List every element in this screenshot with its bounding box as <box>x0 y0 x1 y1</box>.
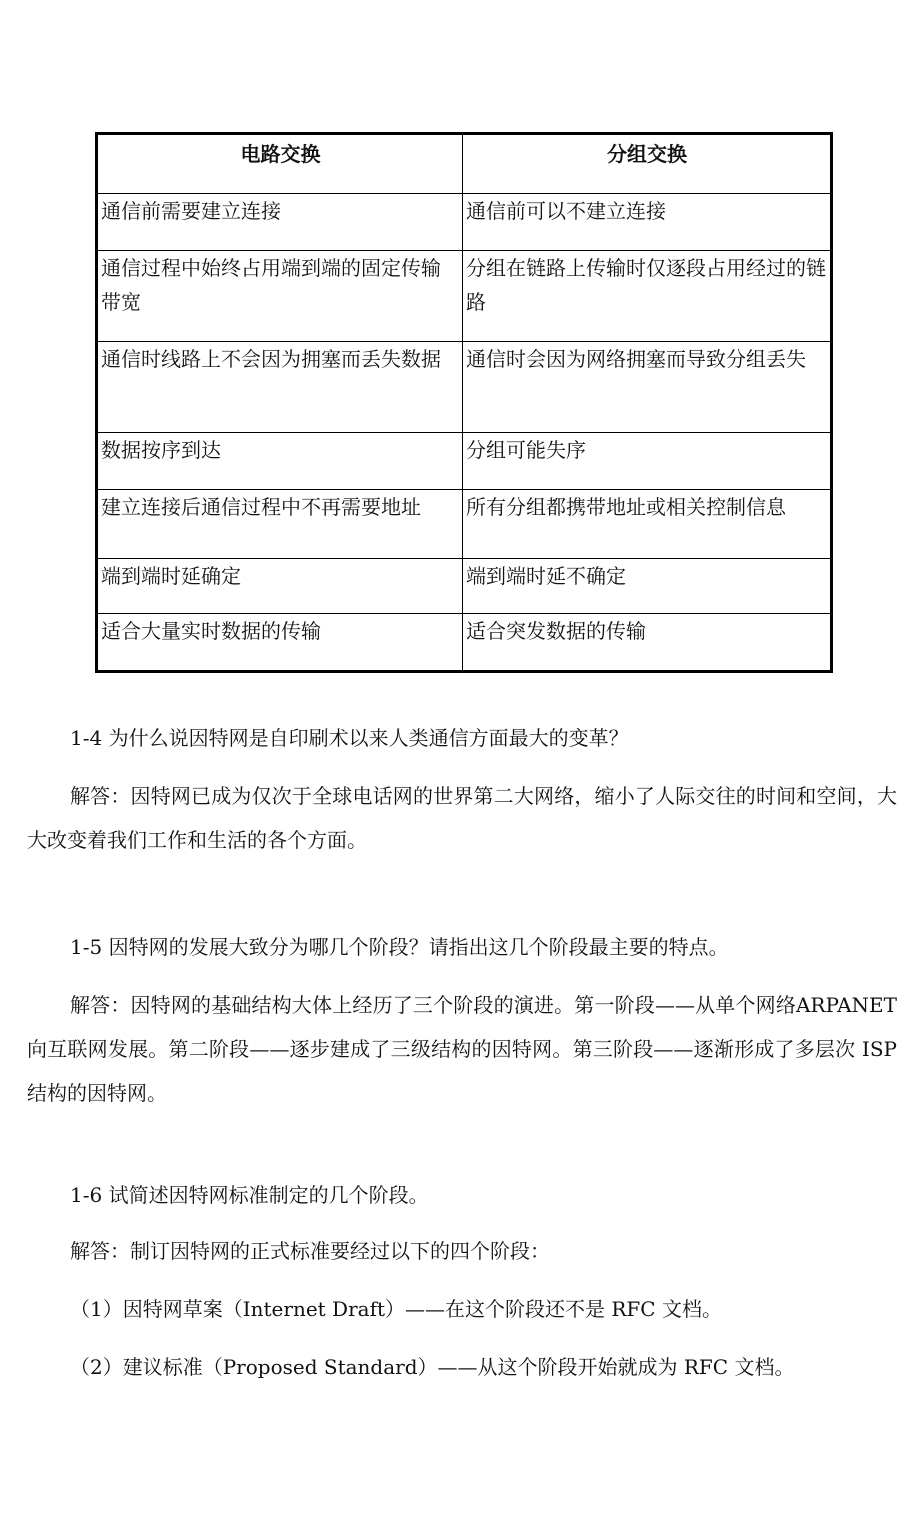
step-1: （1）因特网草案（Internet Draft）——在这个阶段还不是 RFC 文档。 <box>70 1297 722 1321</box>
answer-1-6: 解答：制订因特网的正式标准要经过以下的四个阶段： <box>70 1239 550 1263</box>
table-cell: 通信时线路上不会因为拥塞而丢失数据 <box>97 342 463 433</box>
table-row <box>97 251 832 342</box>
table-cell: 通信时会因为网络拥塞而导致分组丢失 <box>463 342 832 433</box>
comparison-table <box>95 132 833 673</box>
table-row <box>97 194 832 251</box>
table-row <box>97 342 832 433</box>
table-cell: 分组可能失序 <box>463 433 832 490</box>
table-cell: 端到端时延不确定 <box>463 559 832 614</box>
table-cell: 通信前需要建立连接 <box>97 194 463 251</box>
answer-1-5: 解答：因特网的基础结构大体上经历了三个阶段的演进。第一阶段——从单个网络ARPANET 向互联网发展。第二阶段——逐步建成了三级结构的因特网。第三阶段——逐渐形成了多层次 ISP 结构的因特网。 <box>27 993 897 1105</box>
table-header-row <box>97 134 832 194</box>
question-1-5: 1-5 因特网的发展大致分为哪几个阶段？请指出这几个阶段最主要的特点。 <box>70 935 729 959</box>
table-cell: 所有分组都携带地址或相关控制信息 <box>463 490 832 559</box>
table-cell: 适合大量实时数据的传输 <box>97 614 463 672</box>
table-row <box>97 614 832 672</box>
table-cell: 数据按序到达 <box>97 433 463 490</box>
question-1-4: 1-4 为什么说因特网是自印刷术以来人类通信方面最大的变革？ <box>70 726 629 750</box>
table-row <box>97 490 832 559</box>
question-1-6: 1-6 试简述因特网标准制定的几个阶段。 <box>70 1183 429 1207</box>
table-row <box>97 559 832 614</box>
table-cell: 端到端时延确定 <box>97 559 463 614</box>
table-cell: 分组在链路上传输时仅逐段占用经过的链路 <box>463 251 832 342</box>
table-cell: 通信过程中始终占用端到端的固定传输带宽 <box>97 251 463 342</box>
answer-1-4: 解答：因特网已成为仅次于全球电话网的世界第二大网络，缩小了人际交往的时间和空间，大大改变着我们工作和生活的各个方面。 <box>27 784 897 852</box>
table-cell: 建立连接后通信过程中不再需要地址 <box>97 490 463 559</box>
header-circuit-switching: 电路交换 <box>97 134 463 194</box>
table-cell: 适合突发数据的传输 <box>463 614 832 672</box>
table-row <box>97 433 832 490</box>
header-packet-switching: 分组交换 <box>463 134 832 194</box>
step-2: （2）建议标准（Proposed Standard）——从这个阶段开始就成为 RFC 文档。 <box>70 1355 795 1379</box>
table-cell: 通信前可以不建立连接 <box>463 194 832 251</box>
